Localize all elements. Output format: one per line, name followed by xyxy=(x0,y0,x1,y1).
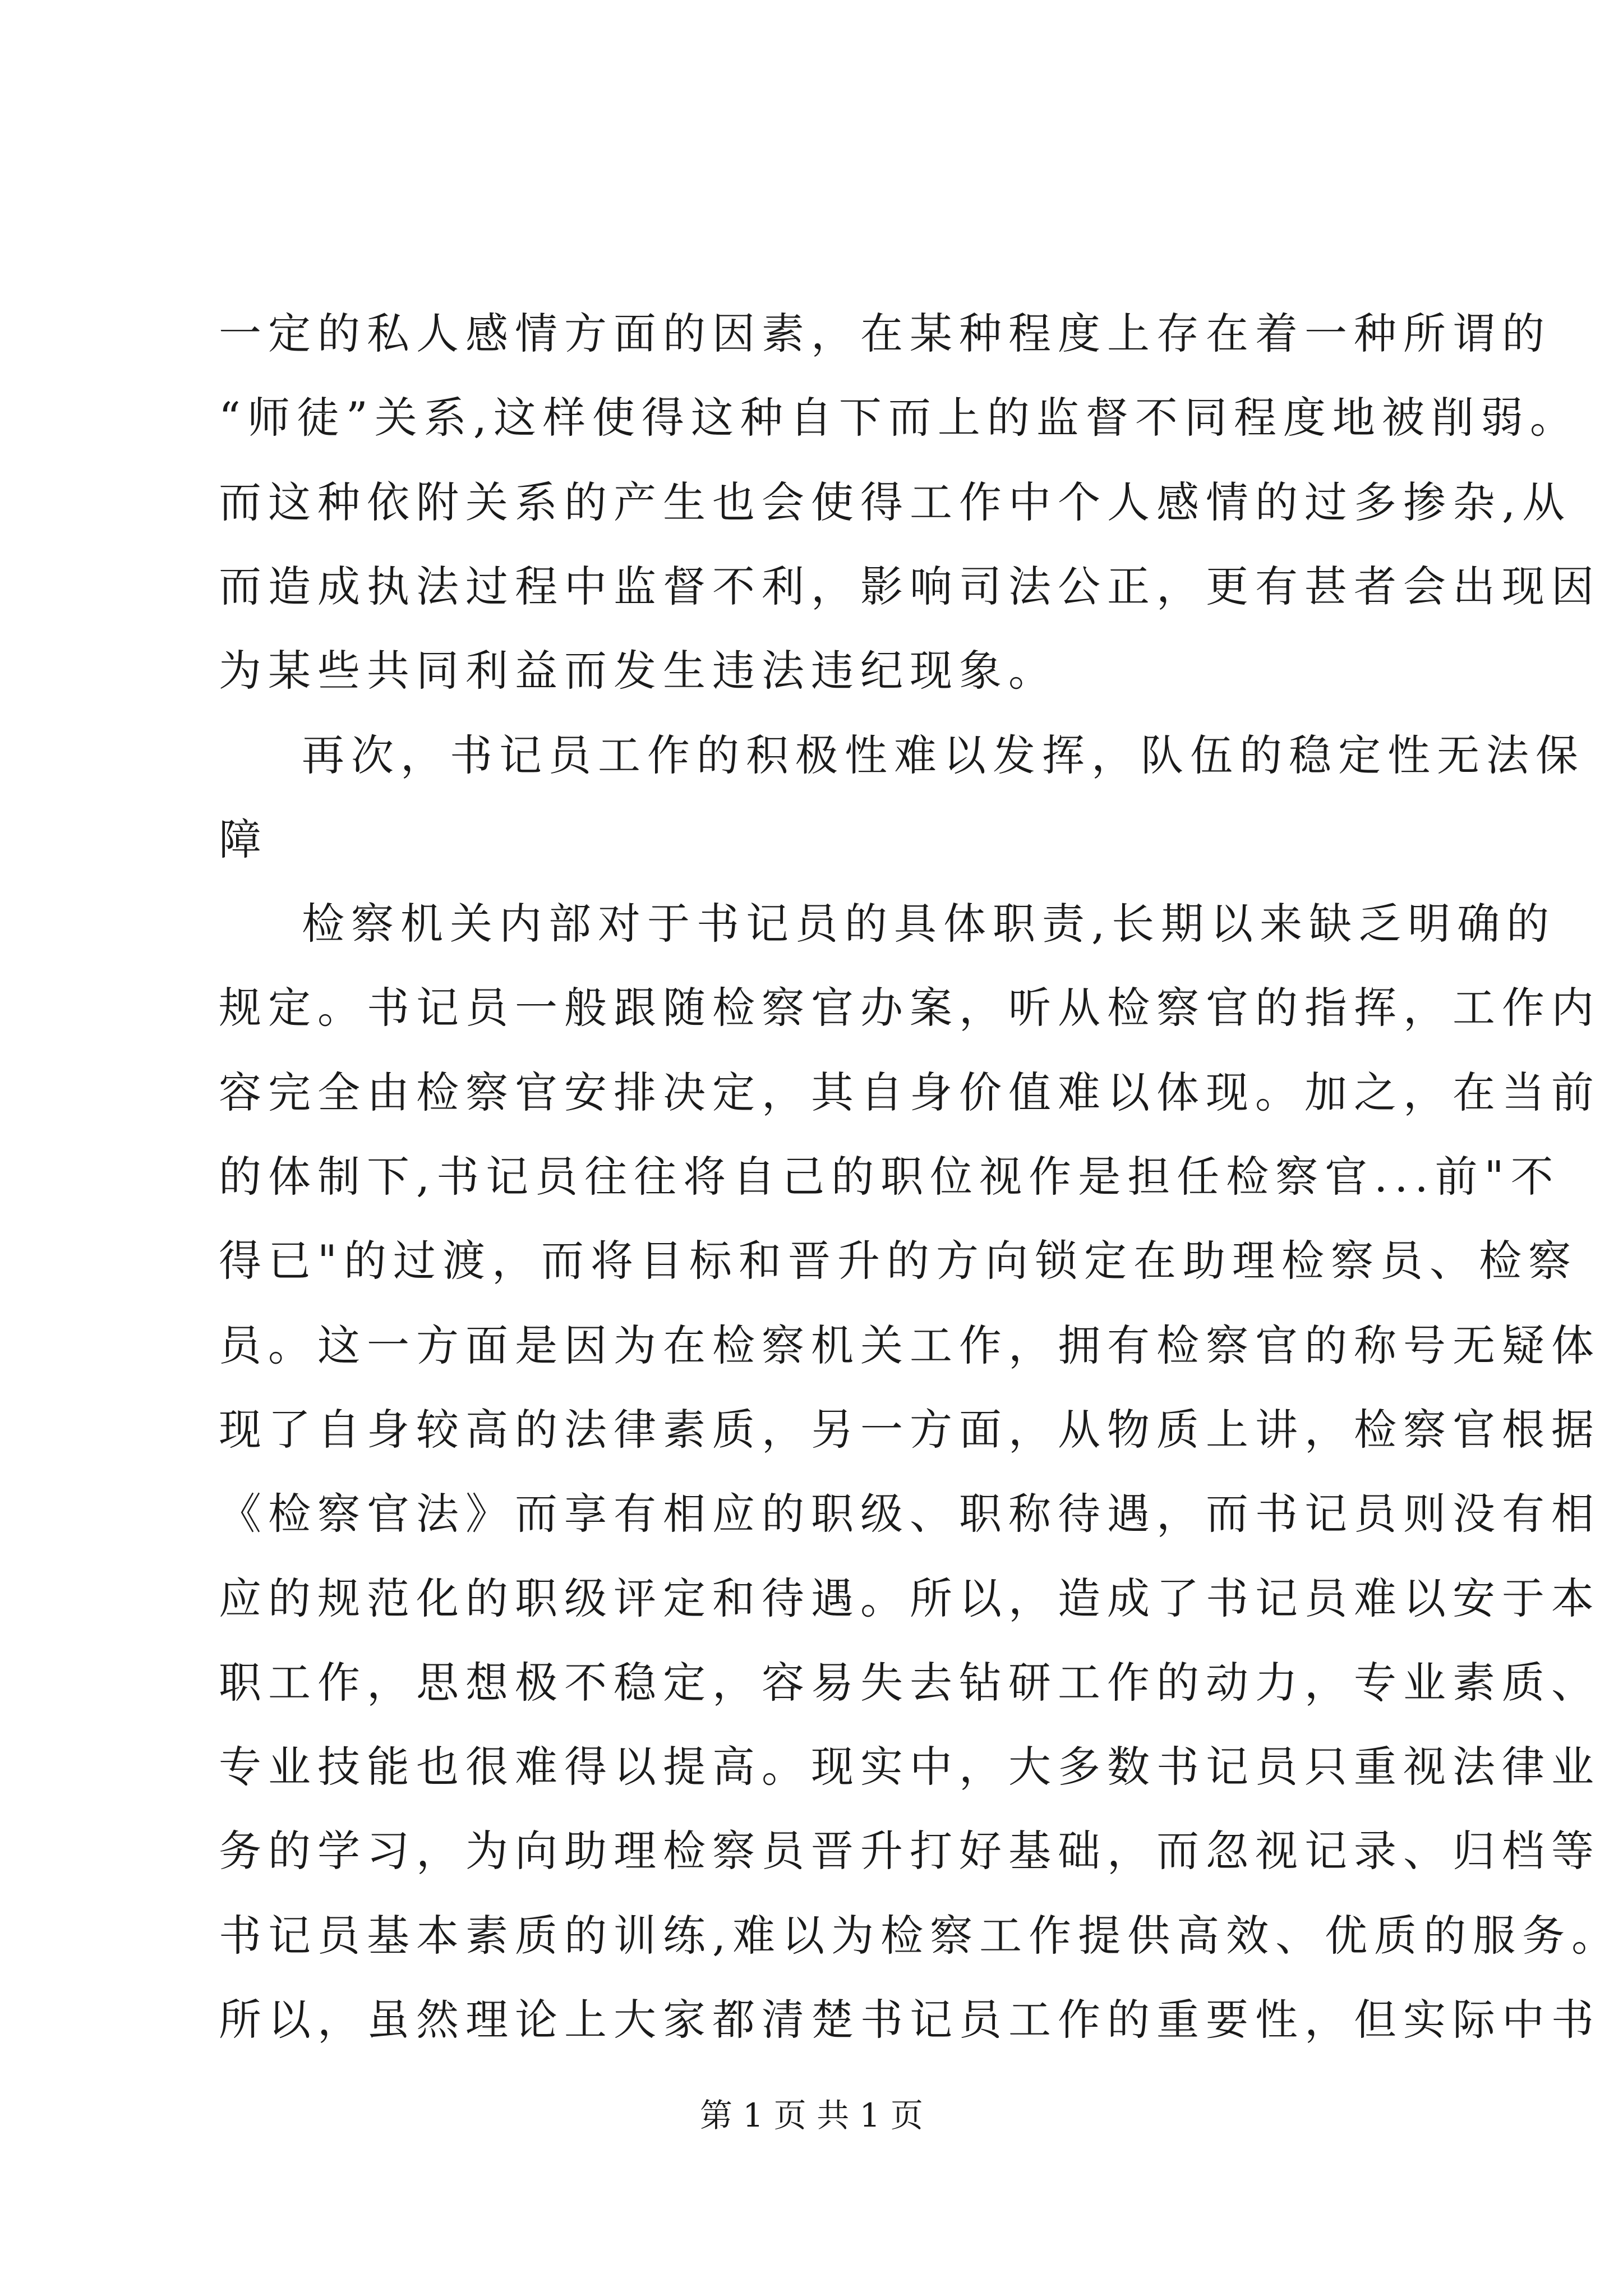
text-line: 检察机关内部对于书记员的具体职责,长期以来缺乏明确的 xyxy=(302,899,1556,949)
text-line: 职工作，思想极不稳定，容易失去钻研工作的动力，专业素质、 xyxy=(219,1657,1601,1708)
text-line: 为某些共同利益而发生违法违纪现象。 xyxy=(219,646,1058,696)
text-line: 而造成执法过程中监督不利，影响司法公正，更有甚者会出现因 xyxy=(219,561,1601,611)
text-line: 现了自身较高的法律素质，另一方面，从物质上讲，检察官根据 xyxy=(219,1404,1601,1455)
text-line: 再次，书记员工作的积极性难以发挥，队伍的稳定性无法保 xyxy=(302,730,1585,780)
text-line: 《检察官法》而享有相应的职级、职称待遇，而书记员则没有相 xyxy=(219,1489,1601,1539)
text-line: 容完全由检察官安排决定，其自身价值难以体现。加之，在当前 xyxy=(219,1067,1601,1117)
text-line: 应的规范化的职级评定和待遇。所以，造成了书记员难以安于本 xyxy=(219,1573,1601,1623)
text-line: 所以，虽然理论上大家都清楚书记员工作的重要性，但实际中书 xyxy=(219,1995,1601,2045)
text-line: 得已"的过渡，而将目标和晋升的方向锁定在助理检察员、检察 xyxy=(219,1236,1578,1286)
text-line: 员。这一方面是因为在检察机关工作，拥有检察官的称号无疑体 xyxy=(219,1320,1601,1370)
text-line: 规定。书记员一般跟随检察官办案，听从检察官的指挥，工作内 xyxy=(219,983,1601,1033)
text-line: 专业技能也很难得以提高。现实中，大多数书记员只重视法律业 xyxy=(219,1742,1601,1792)
text-line: 一定的私人感情方面的因素，在某种程度上存在着一种所谓的 xyxy=(219,309,1551,358)
text-line: 务的学习，为向助理检察员晋升打好基础，而忽视记录、归档等 xyxy=(219,1826,1601,1876)
text-line: 障 xyxy=(219,814,268,864)
text-line: 书记员基本素质的训练,难以为检察工作提供高效、优质的服务。 xyxy=(219,1910,1621,1961)
text-line: 而这种依附关系的产生也会使得工作中个人感情的过多掺杂,从 xyxy=(219,477,1572,527)
page-number-footer: 第 1 页 共 1 页 xyxy=(700,2096,923,2134)
text-line: “师徒”关系,这样使得这种自下而上的监督不同程度地被削弱。 xyxy=(219,393,1579,443)
text-line: 的体制下,书记员往往将自己的职位视作是担任检察官...前"不 xyxy=(219,1152,1560,1202)
